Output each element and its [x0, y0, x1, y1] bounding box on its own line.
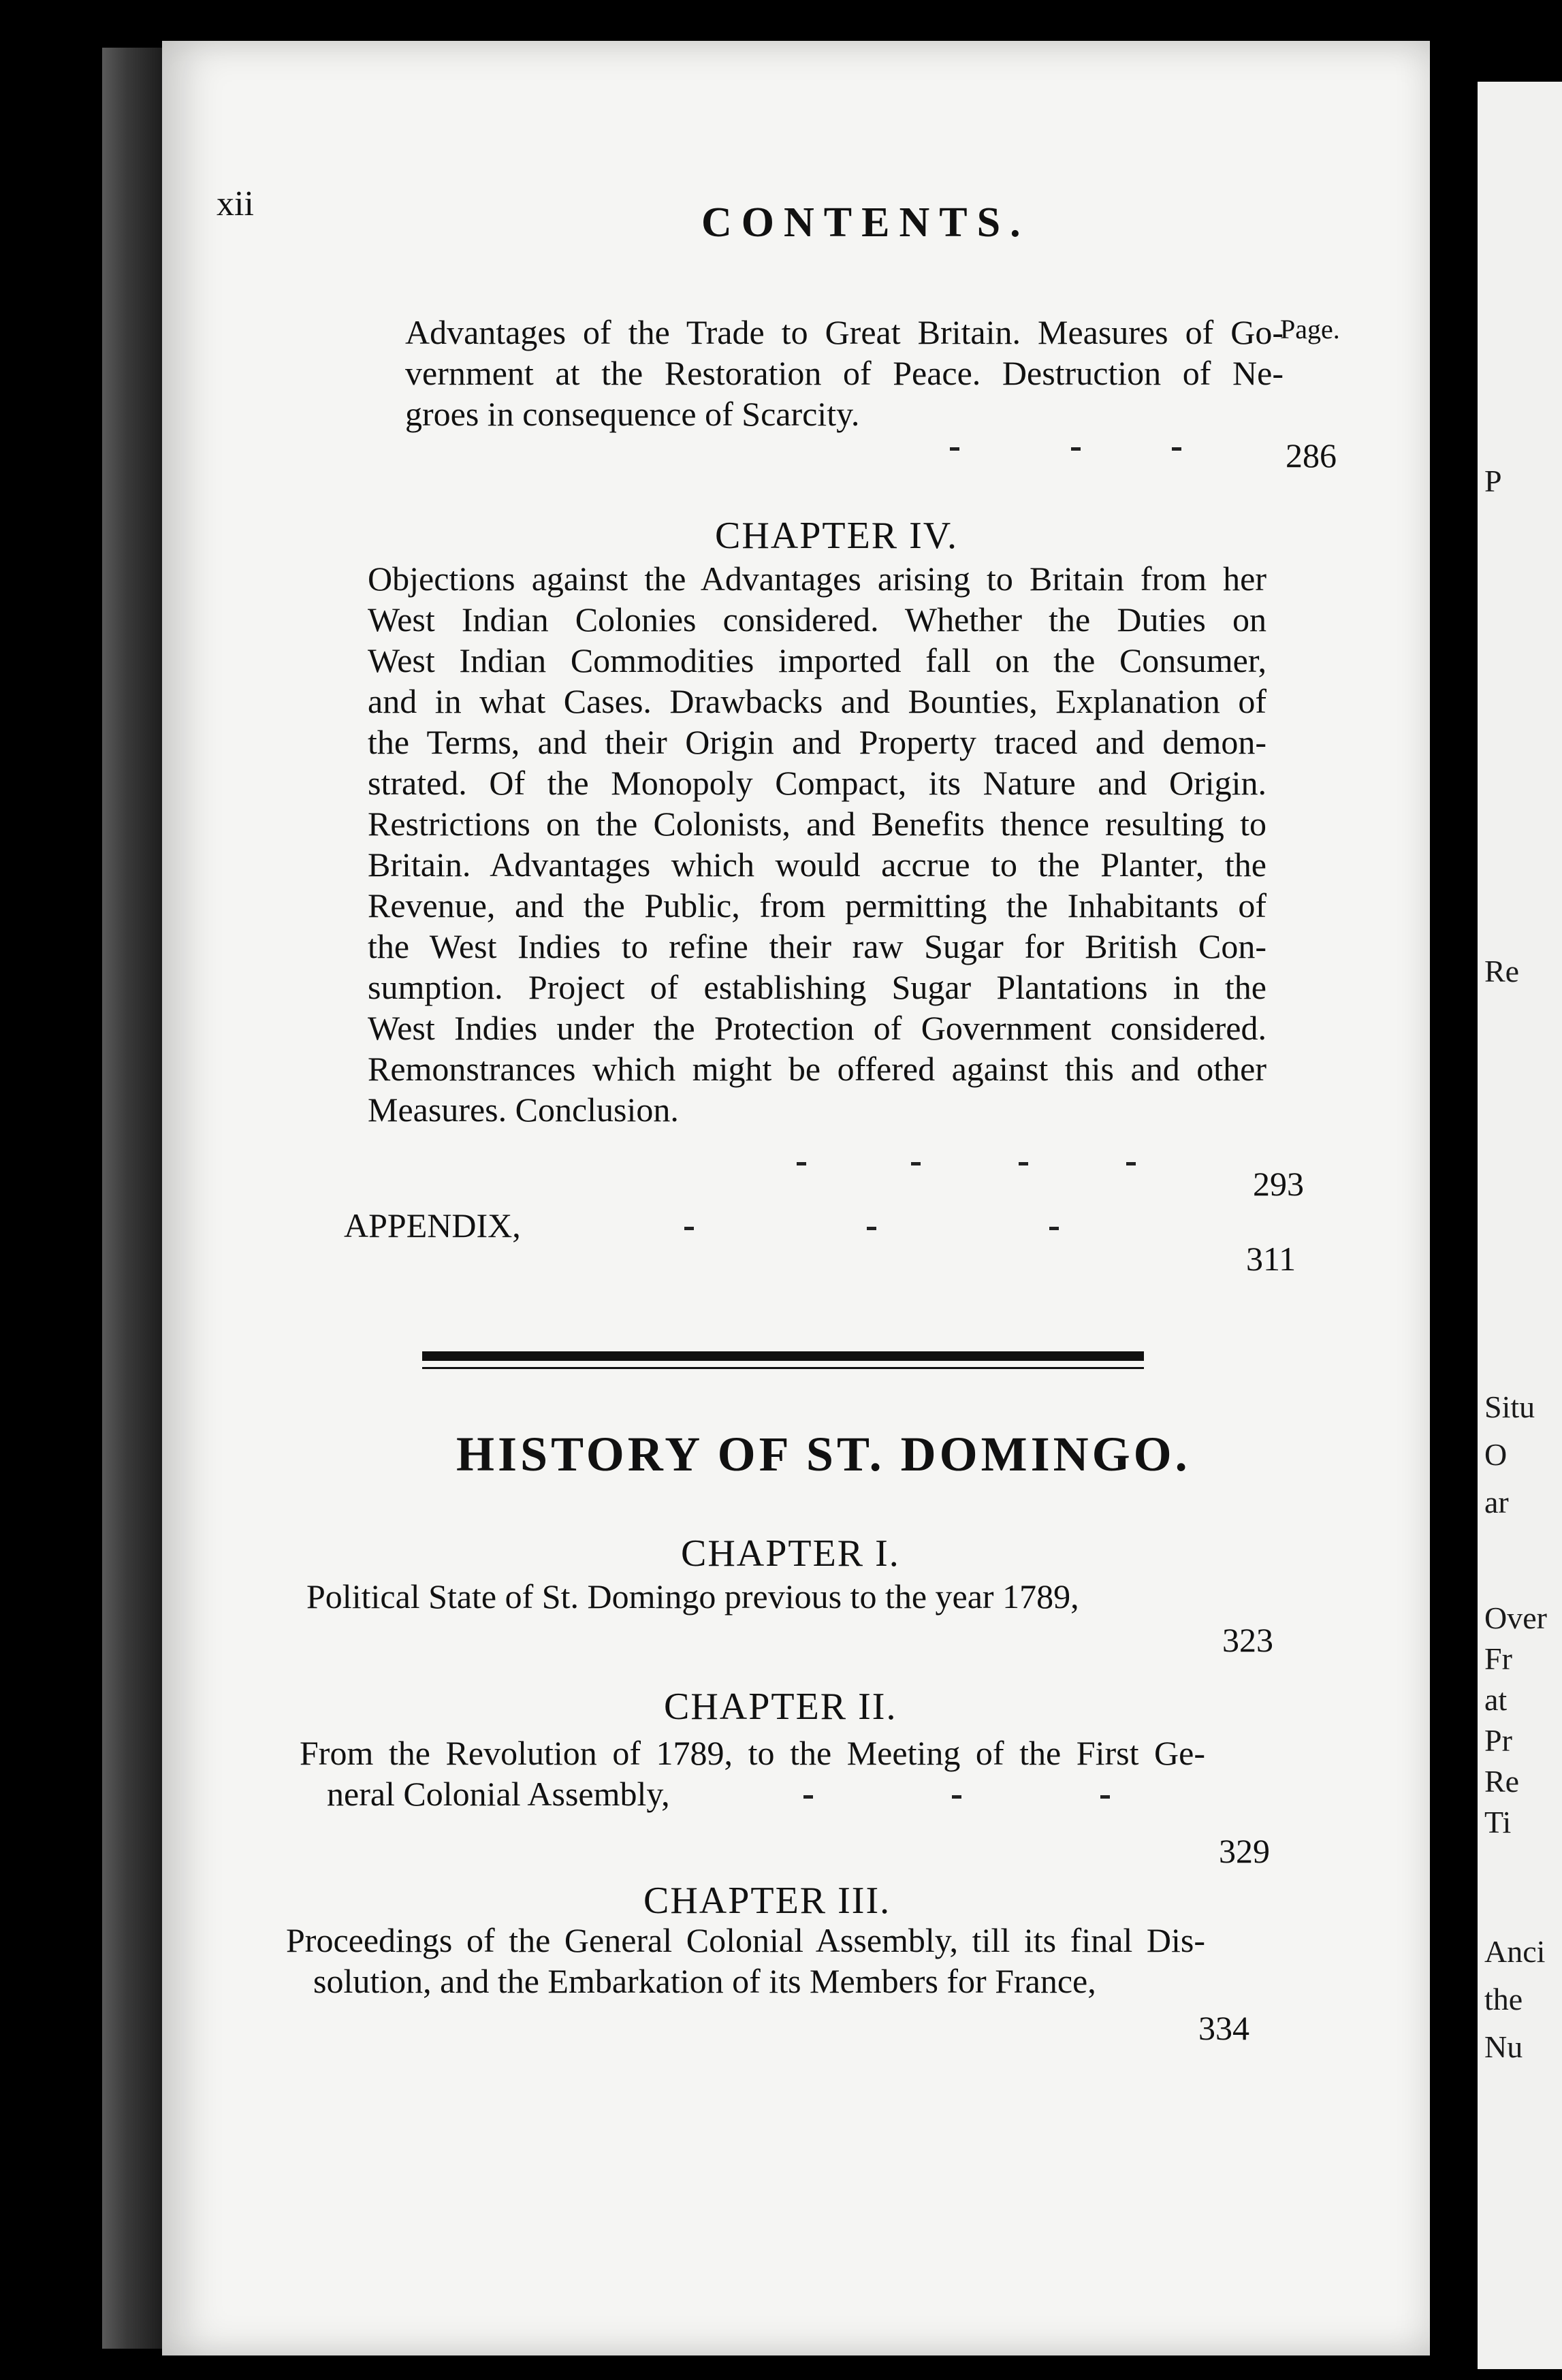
chapter-heading: CHAPTER III.	[643, 1880, 891, 1922]
toc-entry-continuation	[405, 312, 1284, 434]
appendix-label: APPENDIX,	[344, 1206, 521, 1244]
entry-line: vernment at the Restoration of Peace. Destruction of Ne-	[405, 354, 1284, 392]
entry-line: neral Colonial Assembly,	[327, 1775, 670, 1813]
entry-line: solution, and the Embarkation of its Members for France,	[313, 1962, 1096, 2000]
page-column-label: Page.	[1280, 314, 1340, 344]
facing-fragment: Ti	[1484, 1805, 1512, 1839]
entry-line: strated. Of the Monopoly Compact, its Nature and Origin.	[368, 764, 1266, 802]
chapter-summary	[306, 1576, 1079, 1617]
entry-line: Objections against the Advantages arising to Britain from her	[368, 560, 1266, 598]
facing-fragment: at	[1484, 1682, 1508, 1717]
entry-line: groes in consequence of Scarcity.	[405, 395, 860, 433]
chapter-summary	[286, 1920, 1205, 2001]
facing-fragment: Anci	[1484, 1934, 1546, 1969]
entry-line: Remonstrances which might be offered against this and other	[368, 1050, 1266, 1088]
entry-line: Restrictions on the Colonists, and Benefits thence resulting to	[368, 805, 1266, 843]
entry-line: and in what Cases. Drawbacks and Bounties, Explanation of	[368, 682, 1266, 720]
entry-line: Revenue, and the Public, from permitting the Inhabitants of	[368, 886, 1266, 924]
entry-line: Advantages of the Trade to Great Britain. Measures of Go-	[405, 313, 1284, 351]
leader-dots	[797, 1157, 1136, 1170]
section-title: HISTORY OF ST. DOMINGO.	[456, 1427, 1191, 1481]
facing-fragment: Nu	[1484, 2029, 1523, 2064]
entry-line: West Indian Commodities imported fall on the Consumer,	[368, 641, 1266, 679]
folio-number: xii	[217, 184, 254, 223]
leader-dots	[950, 443, 1181, 455]
facing-fragment: Re	[1484, 1764, 1520, 1799]
leader-dots	[803, 1790, 1110, 1803]
page-number: 311	[1246, 1240, 1296, 1278]
entry-line: Britain. Advantages which would accrue to the Planter, the	[368, 846, 1266, 884]
chapter-heading: CHAPTER I.	[681, 1532, 900, 1575]
chapter-heading: CHAPTER II.	[664, 1686, 897, 1728]
facing-page	[1478, 82, 1562, 2369]
entry-line: West Indian Colonies considered. Whether the Duties on	[368, 600, 1266, 639]
chapter-iv-summary	[368, 558, 1266, 1130]
entry-line: sumption. Project of establishing Sugar Plantations in the	[368, 968, 1266, 1006]
scan-border	[0, 0, 102, 2380]
section-rule	[422, 1351, 1144, 1361]
facing-fragment: P	[1484, 464, 1502, 498]
facing-fragment: ar	[1484, 1485, 1509, 1519]
page-number: 323	[1222, 1621, 1273, 1659]
running-title: CONTENTS.	[701, 199, 1030, 246]
page-number: 286	[1286, 436, 1337, 475]
page-number: 329	[1219, 1832, 1270, 1870]
page-number: 334	[1198, 2009, 1249, 2047]
entry-line: Measures. Conclusion.	[368, 1091, 679, 1129]
entry-line: the West Indies to refine their raw Sugar for British Con-	[368, 927, 1266, 965]
facing-fragment: the	[1484, 1982, 1523, 2016]
entry-line: Proceedings of the General Colonial Assembly, till its final Dis-	[286, 1921, 1205, 1959]
page-stack-edge	[102, 48, 163, 2349]
facing-fragment: Re	[1484, 954, 1520, 988]
facing-fragment: Situ	[1484, 1389, 1535, 1424]
page-number: 293	[1253, 1165, 1304, 1203]
section-rule-thin	[422, 1367, 1144, 1369]
entry-line: Political State of St. Domingo previous to the year 1789,	[306, 1577, 1079, 1615]
chapter-heading: CHAPTER IV.	[715, 515, 959, 557]
leader-dots	[684, 1222, 1059, 1234]
entry-line: the Terms, and their Origin and Property traced and demon-	[368, 723, 1266, 761]
facing-fragment: Over	[1484, 1601, 1547, 1635]
entry-line: West Indies under the Protection of Government considered.	[368, 1009, 1266, 1047]
entry-line: From the Revolution of 1789, to the Meeting of the First Ge-	[300, 1734, 1205, 1772]
facing-fragment: Fr	[1484, 1641, 1512, 1676]
facing-fragment: O	[1484, 1437, 1508, 1472]
facing-fragment: Pr	[1484, 1723, 1512, 1758]
